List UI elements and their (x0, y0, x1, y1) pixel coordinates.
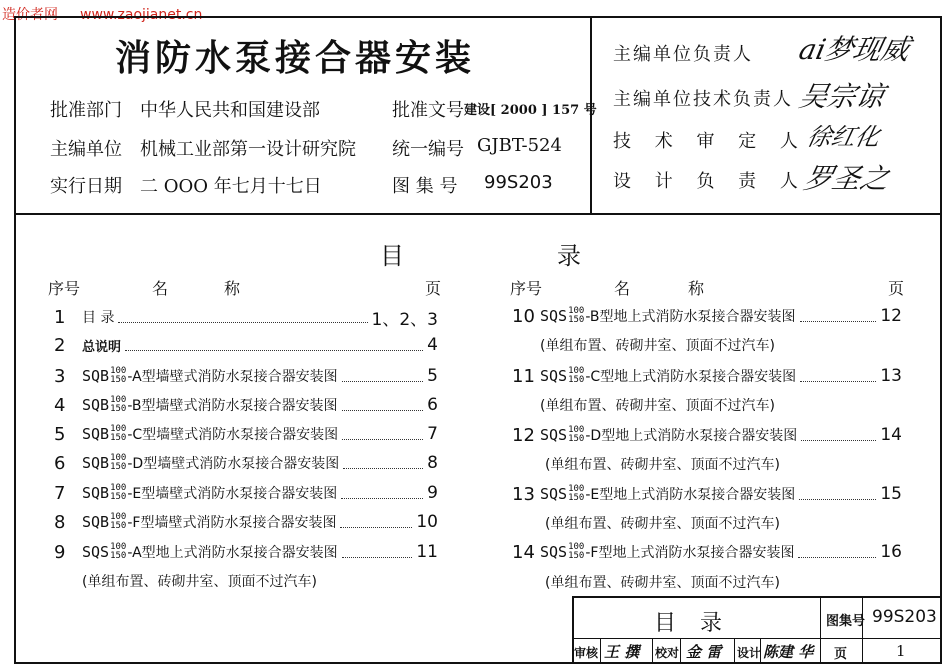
toc-entry-note: (单组布置、砖砌井室、顶面不过汽车) (540, 338, 775, 354)
toc-entry-page: 11 (416, 542, 438, 562)
toc-leader-dots (340, 517, 412, 528)
toc-entry-code: SQB (82, 425, 110, 443)
toc-entry[interactable] (54, 481, 438, 505)
toc-leader-dots (798, 547, 876, 558)
toc-entry-name: -D型墙壁式消防水泵接合器安装图 (127, 456, 340, 472)
toc-entry-name: -F型墙壁式消防水泵接合器安装图 (127, 515, 337, 531)
title-block-divider (680, 638, 681, 664)
title-block-divider (734, 638, 735, 664)
toc-entry-note: (单组布置、砖砌井室、顶面不过汽车) (545, 457, 780, 473)
toc-title-char: 目 (380, 242, 404, 270)
toc-entry-page: 13 (880, 366, 902, 386)
toc-title-char: 录 (557, 242, 581, 270)
toc-entry[interactable] (54, 364, 438, 388)
atlas-no-label: 图 集 号 (392, 176, 458, 197)
toc-entry-page: 16 (880, 542, 902, 562)
approval-dept-label: 批准部门 (50, 100, 122, 121)
toc-entry-number: 11 (512, 365, 535, 387)
toc-size-upper: 100 (568, 366, 585, 376)
toc-entry-note: (单组布置、砖砌井室、顶面不过汽车) (545, 575, 780, 591)
toc-entry-code: SQB (82, 484, 110, 502)
toc-entry-number: 13 (512, 483, 535, 505)
toc-col-name: 名 (614, 279, 631, 298)
toc-leader-dots (342, 400, 424, 411)
toc-entry-code: SQS (540, 485, 568, 503)
toc-entry[interactable] (54, 305, 438, 329)
title-block-divider (652, 638, 653, 664)
toc-entry[interactable] (512, 482, 902, 506)
responsible-signature: 吴宗谅 (796, 80, 888, 113)
editor-unit-value: 机械工业部第一设计研究院 (140, 139, 356, 160)
toc-entry-note: (单组布置、砖砌井室、顶面不过汽车) (545, 516, 780, 532)
toc-entry-name: -D型地上式消防水泵接合器安装图 (585, 428, 798, 444)
toc-entry-page: 4 (427, 335, 438, 355)
toc-entry-page: 1、2、3 (371, 309, 438, 330)
toc-entry-code: SQS (540, 543, 568, 561)
responsible-signature: 罗圣之 (801, 162, 893, 195)
toc-entry-note: (单组布置、砖砌井室、顶面不过汽车) (82, 574, 317, 590)
toc-entry-name: -B型地上式消防水泵接合器安装图 (585, 309, 796, 325)
toc-entry-name: -A型墙壁式消防水泵接合器安装图 (127, 369, 338, 385)
toc-entry-code: SQB (82, 513, 110, 531)
atlas-no-value: 99S203 (484, 172, 553, 193)
toc-size-upper: 100 (110, 366, 127, 376)
toc-entry-name: -C型墙壁式消防水泵接合器安装图 (127, 427, 339, 443)
responsible-signature: 徐红化 (804, 123, 883, 151)
check-label: 校对 (655, 646, 680, 660)
title-block-name-char: 录 (700, 611, 723, 636)
toc-entry-page: 6 (427, 395, 438, 415)
effective-date-value: 二 OOO 年七月十七日 (140, 176, 322, 197)
toc-col-no: 序号 (510, 279, 543, 298)
toc-leader-dots (342, 429, 423, 440)
toc-size-upper: 100 (568, 306, 585, 316)
toc-entry-number: 9 (54, 541, 66, 563)
toc-col-no: 序号 (48, 279, 81, 298)
toc-entry-code: SQS (540, 426, 568, 444)
toc-col-name: 名 (152, 279, 169, 298)
toc-entry-number: 4 (54, 394, 66, 416)
title-block-divider (600, 638, 601, 664)
page-title: 消防水泵接合器安装 (114, 38, 475, 79)
check-signature: 金 雷 (686, 643, 722, 661)
toc-size-upper: 100 (568, 425, 585, 435)
toc-entry-code: SQS (82, 543, 110, 561)
toc-entry-number: 1 (54, 306, 66, 328)
toc-size-lower: 150 (110, 492, 127, 502)
editor-unit-label: 主编单位 (50, 139, 122, 160)
page-number: 1 (896, 642, 906, 660)
title-block-divider (572, 638, 942, 639)
toc-entry[interactable] (512, 540, 902, 564)
toc-size-upper: 100 (110, 512, 127, 522)
unified-no-label: 统一编号 (392, 139, 464, 160)
toc-entry-code: SQB (82, 396, 110, 414)
header-bottom-line (14, 213, 942, 215)
toc-leader-dots (342, 547, 413, 558)
toc-entry[interactable] (54, 451, 438, 475)
toc-leader-dots (800, 311, 877, 322)
toc-size-lower: 150 (110, 375, 127, 385)
toc-entry[interactable] (512, 364, 902, 388)
toc-size-lower: 150 (568, 434, 585, 444)
toc-size-upper: 100 (110, 542, 127, 552)
title-block-name-char: 目 (654, 611, 677, 636)
toc-entry-number: 14 (512, 541, 535, 563)
toc-entry-name: -C型地上式消防水泵接合器安装图 (585, 369, 797, 385)
toc-entry[interactable] (54, 333, 438, 357)
review-signature: 王 撰 (604, 643, 640, 661)
title-block-atlas-label: 图集号 (826, 614, 866, 629)
toc-entry-name: -B型墙壁式消防水泵接合器安装图 (127, 398, 338, 414)
toc-entry-number: 8 (54, 511, 66, 533)
unified-no-value: GJBT-524 (477, 135, 562, 156)
toc-entry-page: 15 (880, 484, 902, 504)
review-label: 审核 (574, 646, 599, 660)
responsible-role: 设 计 负 责 人 (613, 171, 807, 192)
toc-size-upper: 100 (568, 484, 585, 494)
toc-col-page: 页 (425, 279, 442, 298)
toc-size-lower: 150 (568, 551, 585, 561)
toc-leader-dots (800, 371, 876, 382)
watermark-site-url: www.zaojianet.cn (80, 7, 203, 23)
toc-size-upper: 100 (110, 483, 127, 493)
toc-entry-page: 5 (427, 366, 438, 386)
toc-entry-code: SQS (540, 367, 568, 385)
toc-entry-page: 9 (427, 483, 438, 503)
page-label: 页 (834, 647, 848, 662)
toc-entry-number: 2 (54, 334, 66, 356)
toc-leader-dots (342, 371, 423, 382)
approval-doc-value: 建设[ 2000 ] 157 号 (464, 103, 597, 118)
toc-entry-name: -F型地上式消防水泵接合器安装图 (585, 545, 795, 561)
toc-entry-code: SQB (82, 367, 110, 385)
approval-doc-label: 批准文号 (392, 100, 464, 121)
toc-entry[interactable] (54, 422, 438, 446)
toc-entry[interactable] (54, 510, 438, 534)
toc-leader-dots (341, 488, 423, 499)
toc-size-upper: 100 (110, 395, 127, 405)
toc-entry-number: 12 (512, 424, 535, 446)
watermark-site-name: 造价者网 (2, 7, 58, 23)
toc-entry-page: 8 (427, 453, 438, 473)
toc-entry-name: -A型地上式消防水泵接合器安装图 (127, 545, 338, 561)
toc-col-name: 称 (224, 279, 241, 298)
toc-leader-dots (343, 458, 423, 469)
toc-entry-page: 10 (416, 512, 438, 532)
toc-size-lower: 150 (110, 551, 127, 561)
toc-entry[interactable] (54, 540, 438, 564)
toc-leader-dots (799, 489, 876, 500)
toc-entry-note: (单组布置、砖砌井室、顶面不过汽车) (540, 398, 775, 414)
toc-entry-name: 目 录 (82, 310, 115, 326)
approval-dept-value: 中华人民共和国建设部 (140, 100, 320, 121)
toc-entry-page: 7 (427, 424, 438, 444)
toc-size-lower: 150 (568, 315, 585, 325)
design-label: 设计 (737, 646, 762, 660)
toc-leader-dots (801, 430, 876, 441)
toc-col-name: 称 (688, 279, 705, 298)
toc-entry[interactable] (512, 304, 902, 328)
title-block-divider (820, 596, 821, 664)
toc-entry-page: 12 (880, 306, 902, 326)
toc-entry-number: 10 (512, 305, 535, 327)
toc-entry-number: 6 (54, 452, 66, 474)
toc-size-upper: 100 (568, 542, 585, 552)
toc-size-lower: 150 (568, 493, 585, 503)
toc-entry-page: 14 (880, 425, 902, 445)
toc-leader-dots (125, 340, 423, 351)
title-block-divider (862, 596, 863, 664)
toc-size-lower: 150 (110, 404, 127, 414)
responsible-role: 主编单位技术负责人 (613, 89, 793, 110)
responsible-signature: ai梦现威 (796, 33, 913, 66)
toc-entry-name: -E型地上式消防水泵接合器安装图 (585, 487, 796, 503)
toc-entry-name: -E型墙壁式消防水泵接合器安装图 (127, 486, 338, 502)
responsible-role: 技 术 审 定 人 (613, 131, 807, 152)
toc-leader-dots (118, 312, 367, 323)
toc-size-upper: 100 (110, 424, 127, 434)
toc-size-upper: 100 (110, 453, 127, 463)
effective-date-label: 实行日期 (50, 176, 122, 197)
toc-size-lower: 150 (110, 433, 127, 443)
toc-entry-code: SQS (540, 307, 568, 325)
toc-entry-number: 3 (54, 365, 66, 387)
toc-entry-number: 7 (54, 482, 66, 504)
title-block-atlas-value: 99S203 (872, 607, 937, 627)
toc-entry-code: SQB (82, 454, 110, 472)
toc-size-lower: 150 (568, 375, 585, 385)
toc-entry-number: 5 (54, 423, 66, 445)
responsible-role: 主编单位负责人 (613, 44, 753, 65)
toc-entry-name: 总说明 (82, 339, 122, 355)
toc-size-lower: 150 (110, 462, 127, 472)
toc-entry[interactable] (512, 423, 902, 447)
toc-col-page: 页 (888, 279, 905, 298)
design-signature: 陈建 华 (763, 643, 814, 661)
toc-entry[interactable] (54, 393, 438, 417)
toc-size-lower: 150 (110, 521, 127, 531)
